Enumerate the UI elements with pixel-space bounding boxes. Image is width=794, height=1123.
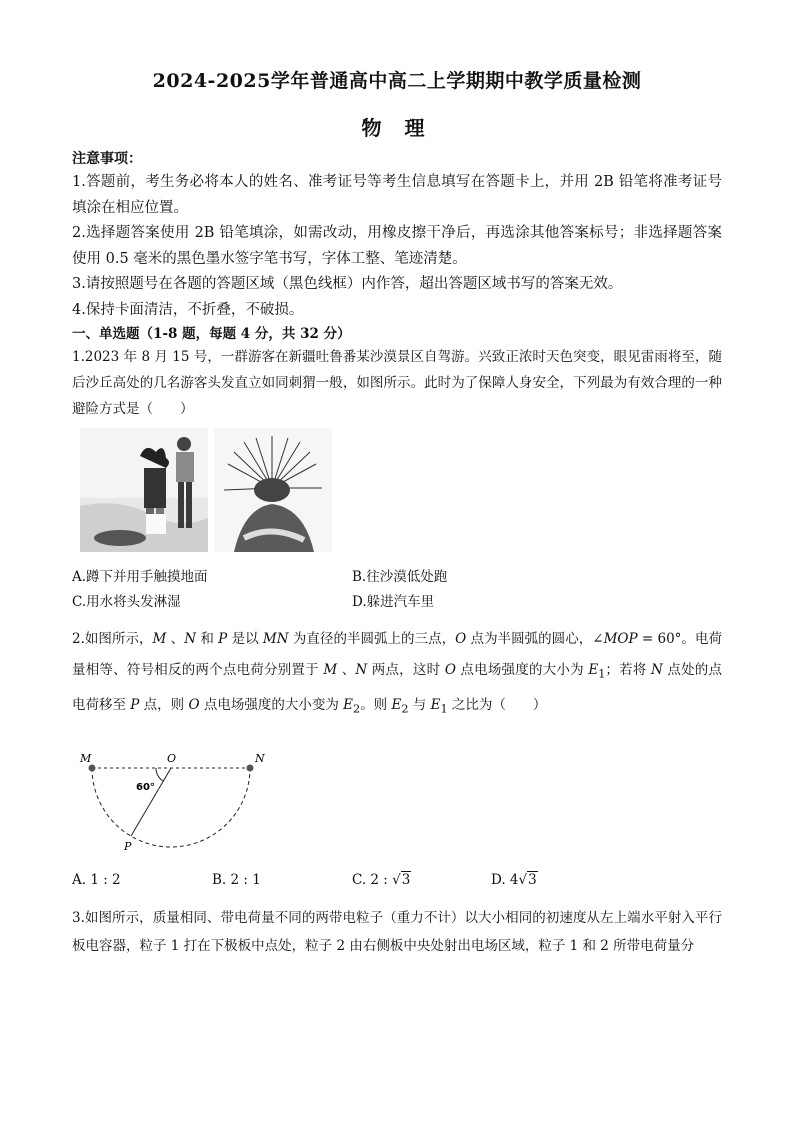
q2-option-c: C. 2 : √3: [352, 872, 411, 888]
var-N: N: [355, 662, 368, 678]
radius-op: [131, 768, 171, 836]
q1-option-d: D.躲进汽车里: [352, 594, 435, 610]
question-2-text: [72, 624, 722, 724]
text-run: 点电场强度的大小为: [455, 662, 589, 678]
text-run: 点电场强度的大小变为: [199, 696, 344, 713]
text-run: 、: [337, 662, 356, 678]
section-heading: 一、单选题（1-8 题，每题 4 分，共 32 分）: [72, 326, 351, 342]
subscript: 2: [353, 702, 361, 716]
subscript: 2: [401, 702, 409, 716]
semicircle-diagram: [70, 748, 290, 860]
text-run: 点处的点电荷移至: [72, 662, 722, 713]
radicand: 3: [401, 872, 411, 888]
exam-title: 2024-2025学年普通高中高二上学期期中教学质量检测: [152, 70, 642, 92]
notice-item: 3.请按照题号在各题的答题区域（黑色线框）内作答，超出答题区域书写的答案无效。: [72, 276, 623, 292]
radicand: 3: [528, 872, 537, 888]
label-angle: 60°: [136, 782, 155, 793]
var-P: P: [130, 696, 140, 713]
text-run: 2.如图所示，: [72, 631, 153, 647]
text-run: D. 4: [491, 872, 519, 888]
text-run: C. 2 :: [352, 872, 393, 888]
q2-option-a: A. 1 : 2: [72, 872, 121, 888]
var-E1: E: [588, 662, 599, 678]
var-E2: E: [343, 696, 354, 713]
q2-option-b: B. 2 : 1: [212, 872, 261, 888]
text-run: 。则: [360, 696, 392, 713]
var-E1: E: [430, 696, 441, 713]
text-run: 为直径的半圆弧上的三点，: [288, 631, 456, 647]
notice-item: 2.选择题答案使用 2B 铅笔填涂，如需改动，用橡皮擦干净后，再选涂其他答案标号；非选择题答案使用 0.5 毫米的黑色墨水签字笔书写，字体工整、笔迹清楚。: [72, 225, 722, 267]
text-run: 之比为（ ）: [447, 696, 547, 713]
var-P: P: [218, 631, 228, 647]
subject-title: 物 理: [361, 116, 433, 140]
label-p: P: [124, 840, 132, 853]
tourists-photo: [80, 428, 208, 552]
var-M: M: [323, 662, 338, 678]
text-run: 点，则: [139, 696, 189, 713]
subscript: 1: [440, 702, 448, 716]
q1-option-a: A.蹲下并用手触摸地面: [72, 569, 208, 585]
notice-item: 4.保持卡面清洁，不折叠，不破损。: [72, 301, 304, 318]
spiky-hair-photo: [214, 428, 332, 552]
notice-item: 1.答题前，考生务必将本人的姓名、准考证号等考生信息填写在答题卡上，并用 2B 铅笔将准考证号填涂在相应位置。: [72, 174, 722, 216]
var-O: O: [444, 662, 456, 678]
question-1-text: 1.2023 年 8 月 15 号，一群游客在新疆吐鲁番某沙漠景区自驾游。兴致正浓时天色突变，眼见雷雨将至，随后沙丘高处的几名游客头发直立如同刺猬一般，如图所示。此时为了保障人身安全，下列最为有效合理的一种避险方式是（ ）: [72, 349, 722, 417]
text-run: 两点，这时: [367, 662, 445, 678]
var-MOP: MOP: [603, 631, 638, 647]
notice-list: [72, 170, 722, 323]
label-m: M: [80, 752, 92, 765]
q1-option-c: C.用水将头发淋湿: [72, 594, 181, 610]
text-run: ；若将: [605, 662, 652, 678]
var-N: N: [184, 631, 196, 647]
question-3-text: 3.如图所示，质量相同、带电荷量不同的两带电粒子（重力不计）以大小相同的初速度从左上端水平射入平行板电容器，粒子 1 打在下极板中点处，粒子 2 由右侧板中央处射出电场区域，粒子 1 和 2 所带电荷量分: [72, 910, 722, 954]
semicircle-arc: [92, 768, 250, 847]
text-run: 、: [166, 631, 185, 647]
charge-n: [247, 765, 254, 772]
q2-option-d: D. 4√3: [491, 872, 537, 888]
text-run: 与: [408, 696, 431, 713]
text-run: = 60°。电荷量相等、符号相反的两个点电荷分别置于: [72, 631, 722, 678]
charge-m: [89, 765, 96, 772]
text-run: 是以: [227, 631, 263, 647]
var-O: O: [188, 696, 200, 713]
var-E2: E: [391, 696, 402, 713]
angle-arc: [156, 768, 163, 781]
notice-heading: 注意事项：: [72, 151, 142, 167]
var-N: N: [651, 662, 663, 678]
q1-option-b: B.往沙漠低处跑: [352, 569, 448, 585]
var-MN: MN: [262, 631, 289, 647]
subscript: 1: [598, 667, 606, 681]
text-run: 点为半圆弧的圆心，∠: [466, 631, 604, 647]
label-n: N: [255, 752, 265, 765]
text-run: 和: [196, 631, 219, 647]
label-o: O: [167, 752, 177, 765]
var-O: O: [455, 631, 467, 647]
var-M: M: [152, 631, 167, 647]
